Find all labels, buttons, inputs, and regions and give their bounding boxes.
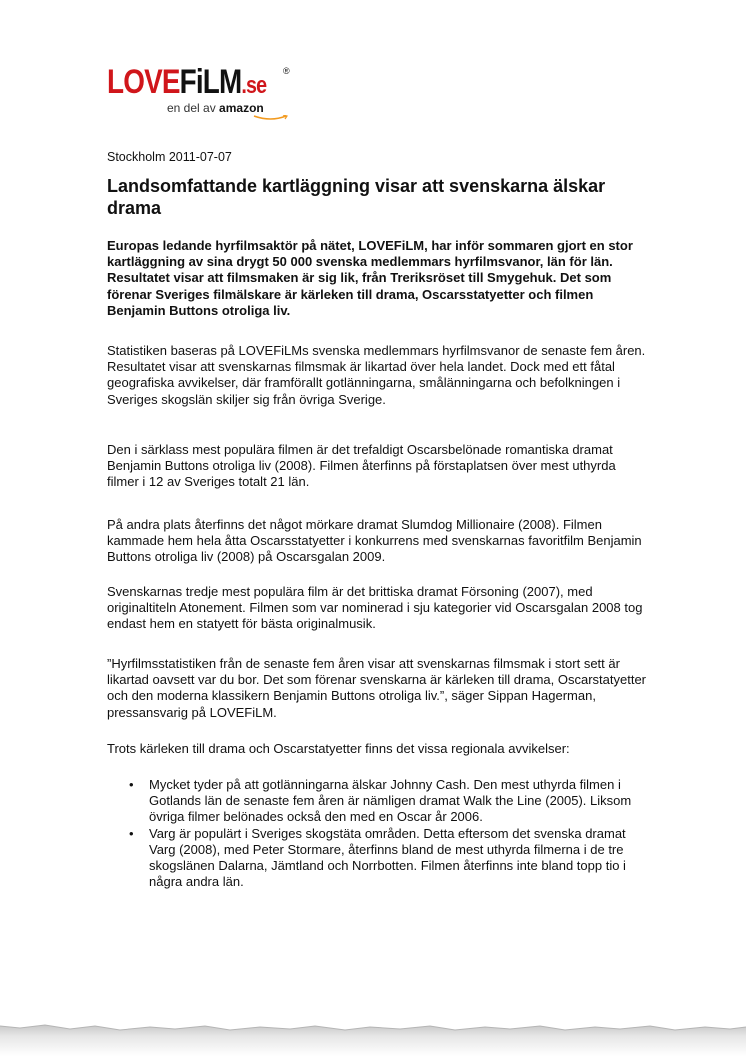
- deviations-list: [107, 777, 647, 890]
- lovefilm-logo: [107, 64, 297, 122]
- dateline: Stockholm 2011-07-07: [107, 150, 232, 164]
- body-paragraph-3: På andra plats återfinns det något mörkare dramat Slumdog Millionaire (2008). Filmen kammade hem hela åtta Oscarsstatyetter i konkurrens med svenskarnas favoritfilm Benjamin Buttons otroliga liv (2008) på Oscarsgalan 2009.: [107, 517, 642, 565]
- bullet-icon: •: [129, 825, 134, 841]
- press-release-title: Landsomfattande kartläggning visar att svenskarna älskar drama: [107, 176, 606, 218]
- bullet-icon: •: [129, 777, 134, 792]
- logo-amazon-text: amazon: [219, 101, 264, 115]
- body-paragraph-4: Svenskarnas tredje mest populära film är det brittiska dramat Försoning (2007), med originaltiteln Atonement. Filmen som var nominerad i sju kategorier vid Oscarsgalan 2008 tog endast hem en statyett för bästa originalmusik.: [107, 584, 643, 632]
- list-item-text: Mycket tyder på att gotlänningarna älskar Johnny Cash. Den mest uthyrda filmen i Gotlands län de senaste fem åren är nämligen dramat Walk the Line (2005). Liksom övriga filmer belönades också den med en Oscar år 2006.: [149, 777, 632, 825]
- body-paragraph-1: Statistiken baseras på LOVEFiLMs svenska medlemmars hyrfilmsvanor de senaste fem åren. Resultatet visar att svenskarnas filmsmak är likartad över hela landet. Dock med ett fåtal geografiska avvikelser, där framförallt gotlänningarna, smålänningarna och befolkningen i Sveriges skogslän skiljer sig från övriga Sverige.: [107, 343, 646, 407]
- logo-tagline-prefix: en del av: [167, 101, 216, 115]
- body-paragraph-5: Trots kärleken till drama och Oscarstatyetter finns det vissa regionala avvikelser:: [107, 741, 570, 756]
- logo-film-text: FiLM: [179, 63, 242, 101]
- quote-paragraph: ”Hyrfilmsstatistiken från de senaste fem åren visar att svenskarnas filmsmak i stort sett är likartad oavsett var du bor. Det som förenar svenskarna är kärleken till drama, Oscarstatyetter och den moderna klassikern Benjamin Buttons otroliga liv.”, säger Sippan Hagerman, pressansvarig på LOVEFiLM.: [107, 656, 647, 720]
- lead-paragraph: Europas ledande hyrfilmsaktör på nätet, LOVEFiLM, har inför sommaren gjort en stor kartläggning av sina drygt 50 000 svenska medlemmars hyrfilmsvanor, län för län. Resultatet visar att filmsmaken är sig lik, från Treriksröset till Smygehuk. Det som förenar Sveriges filmälskare är kärleken till drama, Oscarsstatyetter och filmen Benjamin Buttons otroliga liv.: [107, 238, 633, 318]
- amazon-smile-icon: [253, 115, 289, 121]
- registered-mark: ®: [283, 66, 290, 76]
- list-item: [107, 777, 647, 826]
- body-paragraph-2: Den i särklass mest populära filmen är det trefaldigt Oscarsbelönade romantiska dramat Benjamin Buttons otroliga liv (2008). Filmen återfinns på förstaplatsen över mest uthyrda filmer i 12 av Sveriges totalt 21 län.: [107, 442, 616, 490]
- torn-page-edge: [0, 1018, 746, 1056]
- logo-wordmark: [107, 64, 266, 104]
- logo-love-text: LOVE: [107, 63, 180, 101]
- list-item: [107, 826, 647, 891]
- logo-tagline: [167, 101, 264, 115]
- list-item-text: Varg är populärt i Sveriges skogstäta områden. Detta eftersom det svenska dramat Varg (2008), med Peter Stormare, återfinns bland de mest uthyrda filmerna i de tre skogslänen Dalarna, Jämtland och Norrbotten. Filmen återfinns inte bland topp tio i några andra län.: [149, 825, 626, 890]
- logo-se-text: .se: [241, 72, 267, 99]
